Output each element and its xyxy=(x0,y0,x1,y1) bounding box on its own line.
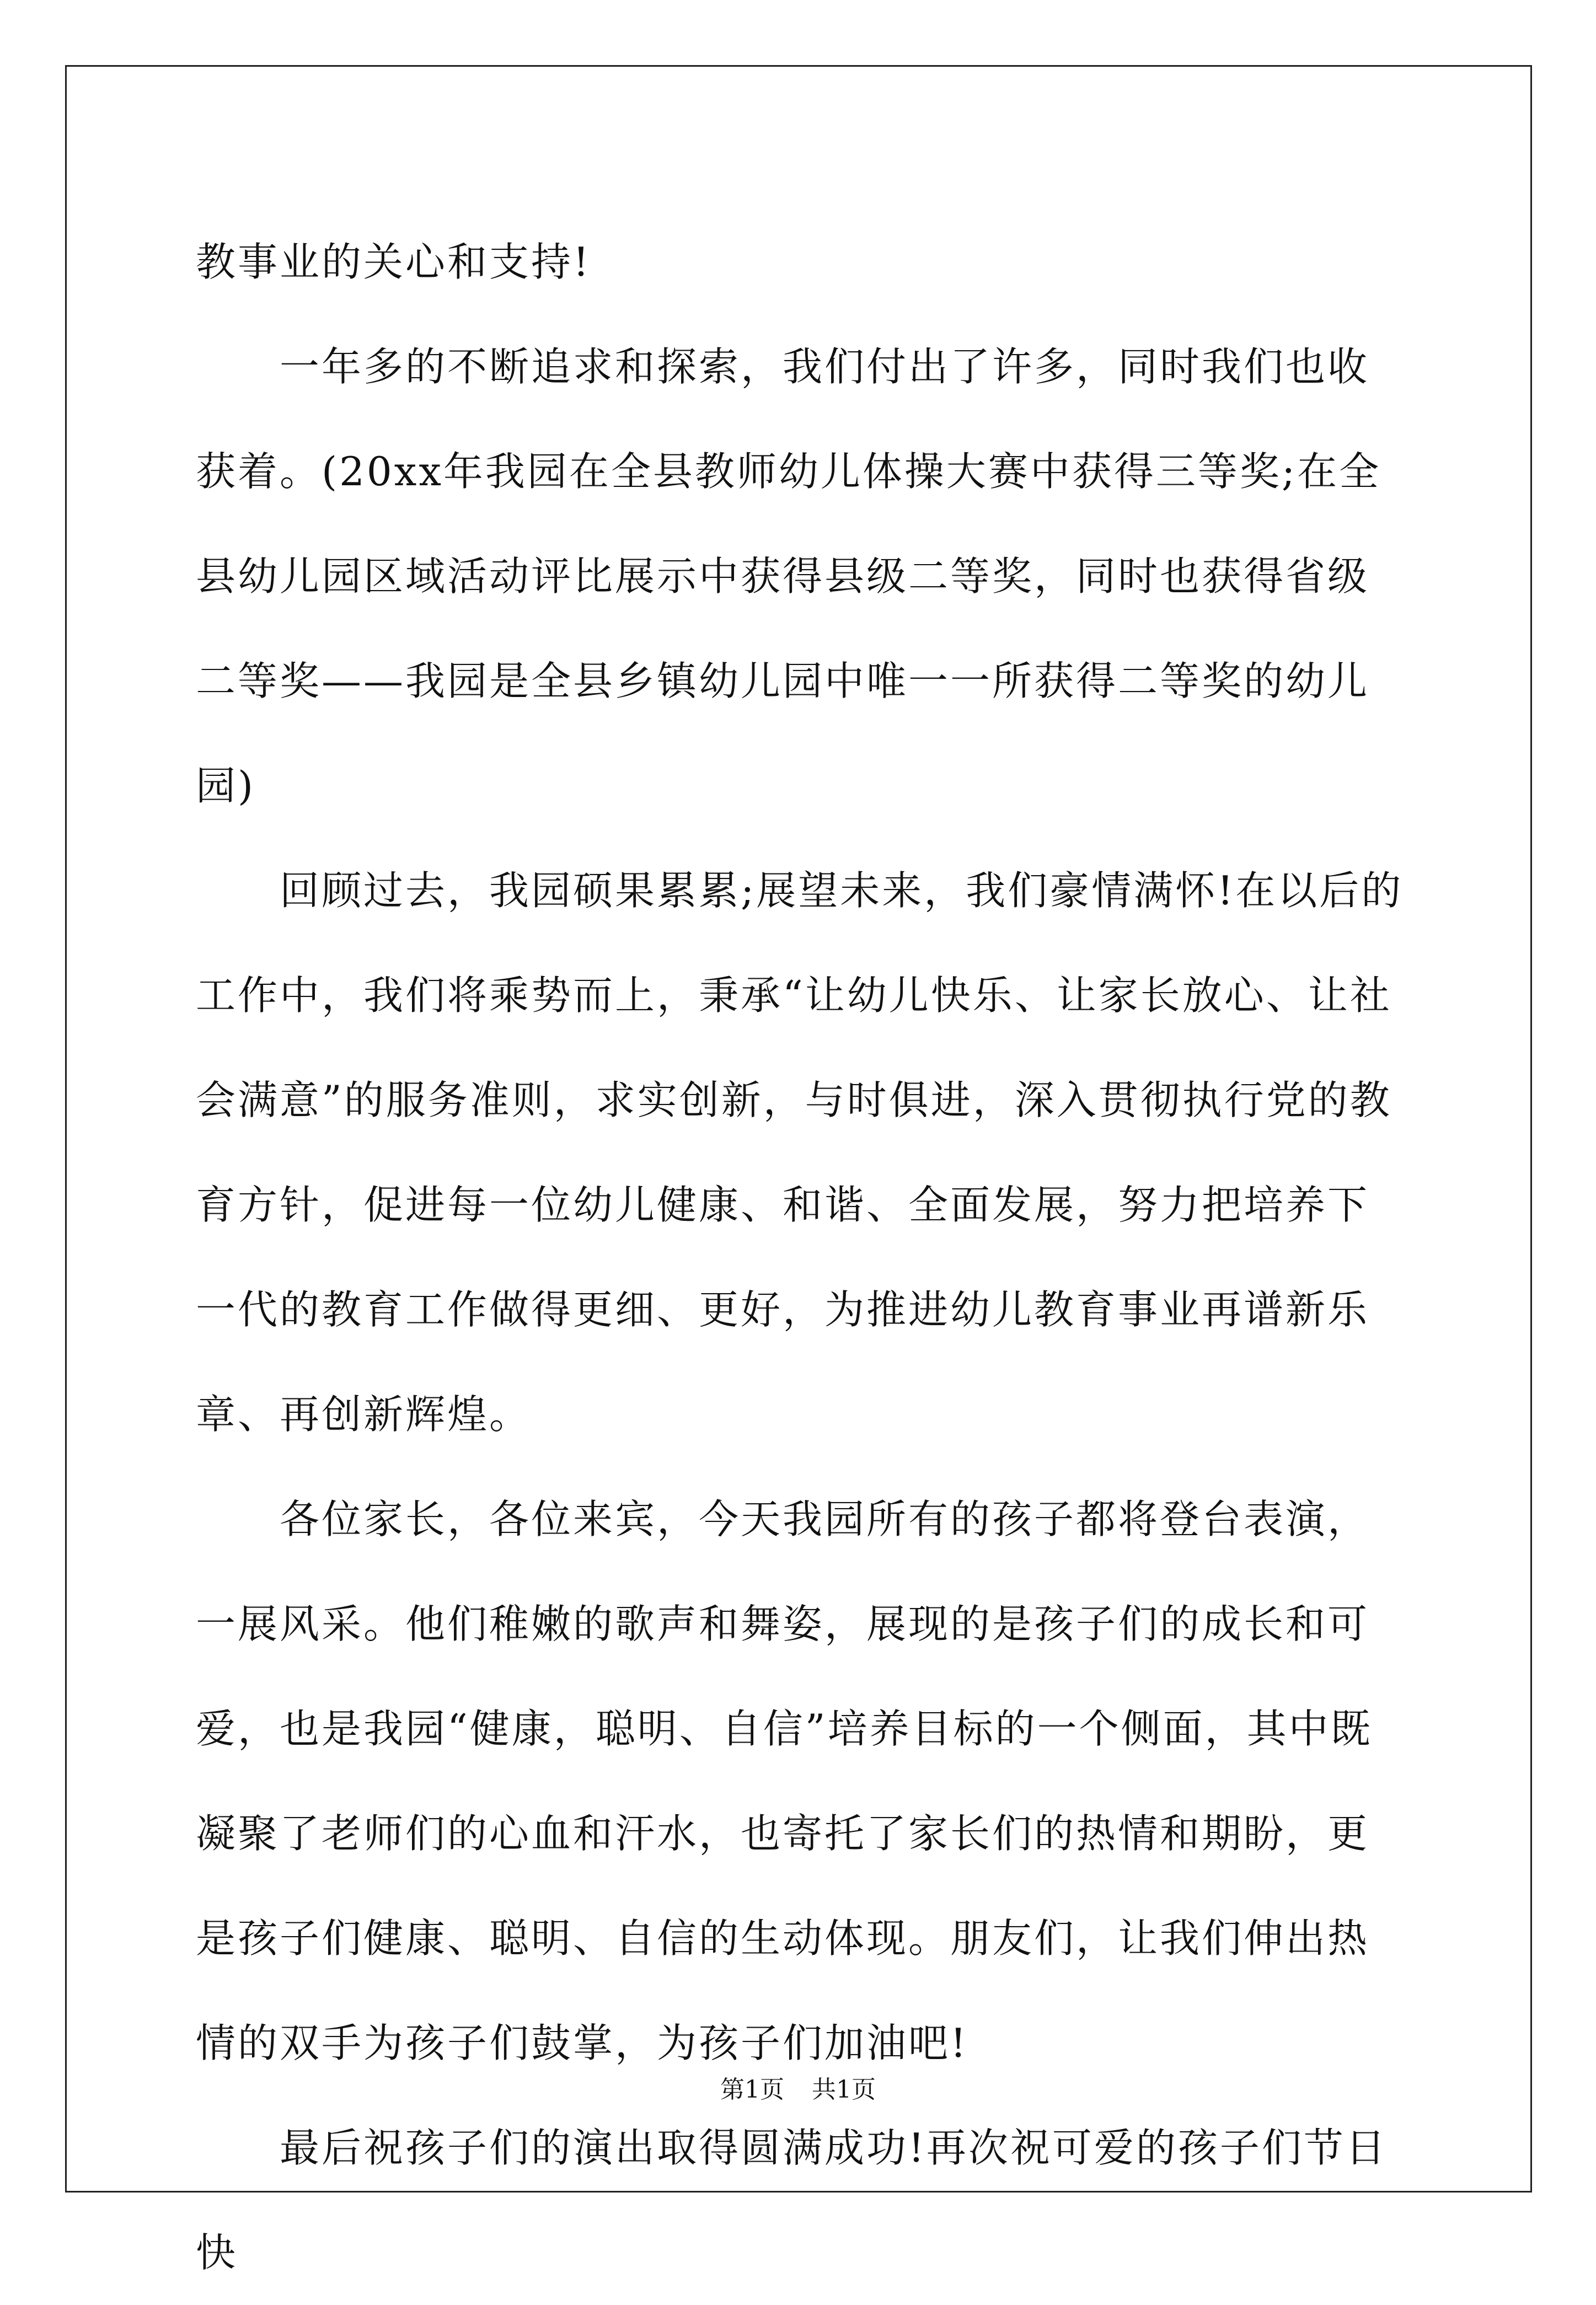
page-total: 共1页 xyxy=(812,2076,876,2104)
paragraph-4: 各位家长，各位来宾，今天我园所有的孩子都将登台表演，一展风采。他们稚嫩的歌声和舞姿，展现的是孩子们的成长和可爱，也是我园“健康，聪明、自信”培养目标的一个侧面，其中既凝聚了老师们的心血和汗水，也寄托了家长们的热情和期盼，更是孩子们健康、聪明、自信的生动体现。朋友们，让我们伸出热情的双手为孩子们鼓掌，为孩子们加油吧! xyxy=(196,1496,1373,2066)
document-body xyxy=(196,210,1404,2305)
page-number: 第1页 xyxy=(720,2076,784,2104)
paragraph-3: 回顾过去，我园硕果累累;展望未来，我们豪情满怀!在以后的工作中，我们将乘势而上，秉承“让幼儿快乐、让家长放心、让社会满意”的服务准则，求实创新，与时俱进，深入贯彻执行党的教育方针，促进每一位幼儿健康、和谐、全面发展，努力把培养下一代的教育工作做得更细、更好，为推进幼儿教育事业再谱新乐章、再创新辉煌。 xyxy=(196,867,1404,1438)
paragraph-1: 教事业的关心和支持! xyxy=(196,239,591,285)
paragraph-2: 一年多的不断追求和探索，我们付出了许多，同时我们也收获着。(20xx年我园在全县教师幼儿体操大赛中获得三等奖;在全县幼儿园区域活动评比展示中获得县级二等奖，同时也获得省级二等奖——我园是全县乡镇幼儿园中唯一一所获得二等奖的幼儿园) xyxy=(196,344,1381,809)
page-footer xyxy=(0,2073,1596,2106)
paragraph-5: 最后祝孩子们的演出取得圆满成功!再次祝可爱的孩子们节日快 xyxy=(196,2125,1388,2276)
